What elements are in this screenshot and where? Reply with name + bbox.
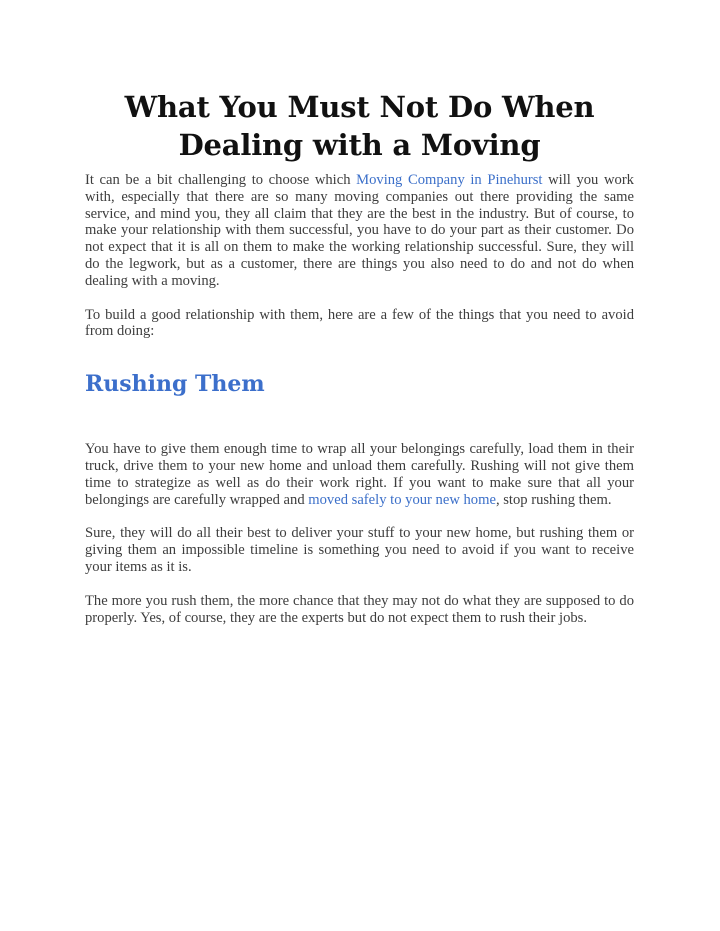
- moving-company-link[interactable]: Moving Company in Pinehurst: [356, 172, 543, 188]
- intro-text-after-link: will you work with, especially that there are so many moving companies out there providing the same service, and mind you, they all claim that they are the best in the industry. But of course, to make your relationship with them successful, you have to do your part as their customer. Do not expect that it is all on them to make the working relationship successful. Sure, they will do the legwork, but as a customer, there are things you also need to do and not do when dealing with a moving.: [85, 172, 634, 289]
- page-title: What You Must Not Do When Dealing with a Moving: [124, 90, 595, 162]
- rushing-paragraph-2: Sure, they will do all their best to deliver your stuff to your new home, but rushing them or giving them an impossible timeline is something you need to avoid if you want to receive your items as it is.: [85, 525, 634, 575]
- section-heading: Rushing Them: [85, 371, 265, 398]
- rushing-paragraph-1: [85, 441, 634, 508]
- avoid-intro-paragraph: To build a good relationship with them, here are a few of the things that you need to avoid from doing:: [85, 306, 634, 340]
- document-content: [85, 88, 634, 626]
- rushing-text-after-link: , stop rushing them.: [495, 491, 612, 508]
- rushing-paragraph-3: The more you rush them, the more chance that they may not do what they are supposed to do properly. Yes, of course, they are the experts but do not expect them to rush their jobs.: [85, 592, 634, 626]
- rushing-text-before-link: You have to give them enough time to wrap all your belongings carefully, load them in their truck, drive them to your new home and unload them carefully. Rushing will not give them time to strategize as well as do their work right. If you want to make sure that all your belongings are carefully wrapped and: [85, 441, 634, 508]
- intro-paragraph: [85, 172, 634, 290]
- moved-safely-link[interactable]: moved safely to your new home: [308, 491, 496, 508]
- intro-text-before-link: It can be a bit challenging to choose which: [85, 172, 357, 188]
